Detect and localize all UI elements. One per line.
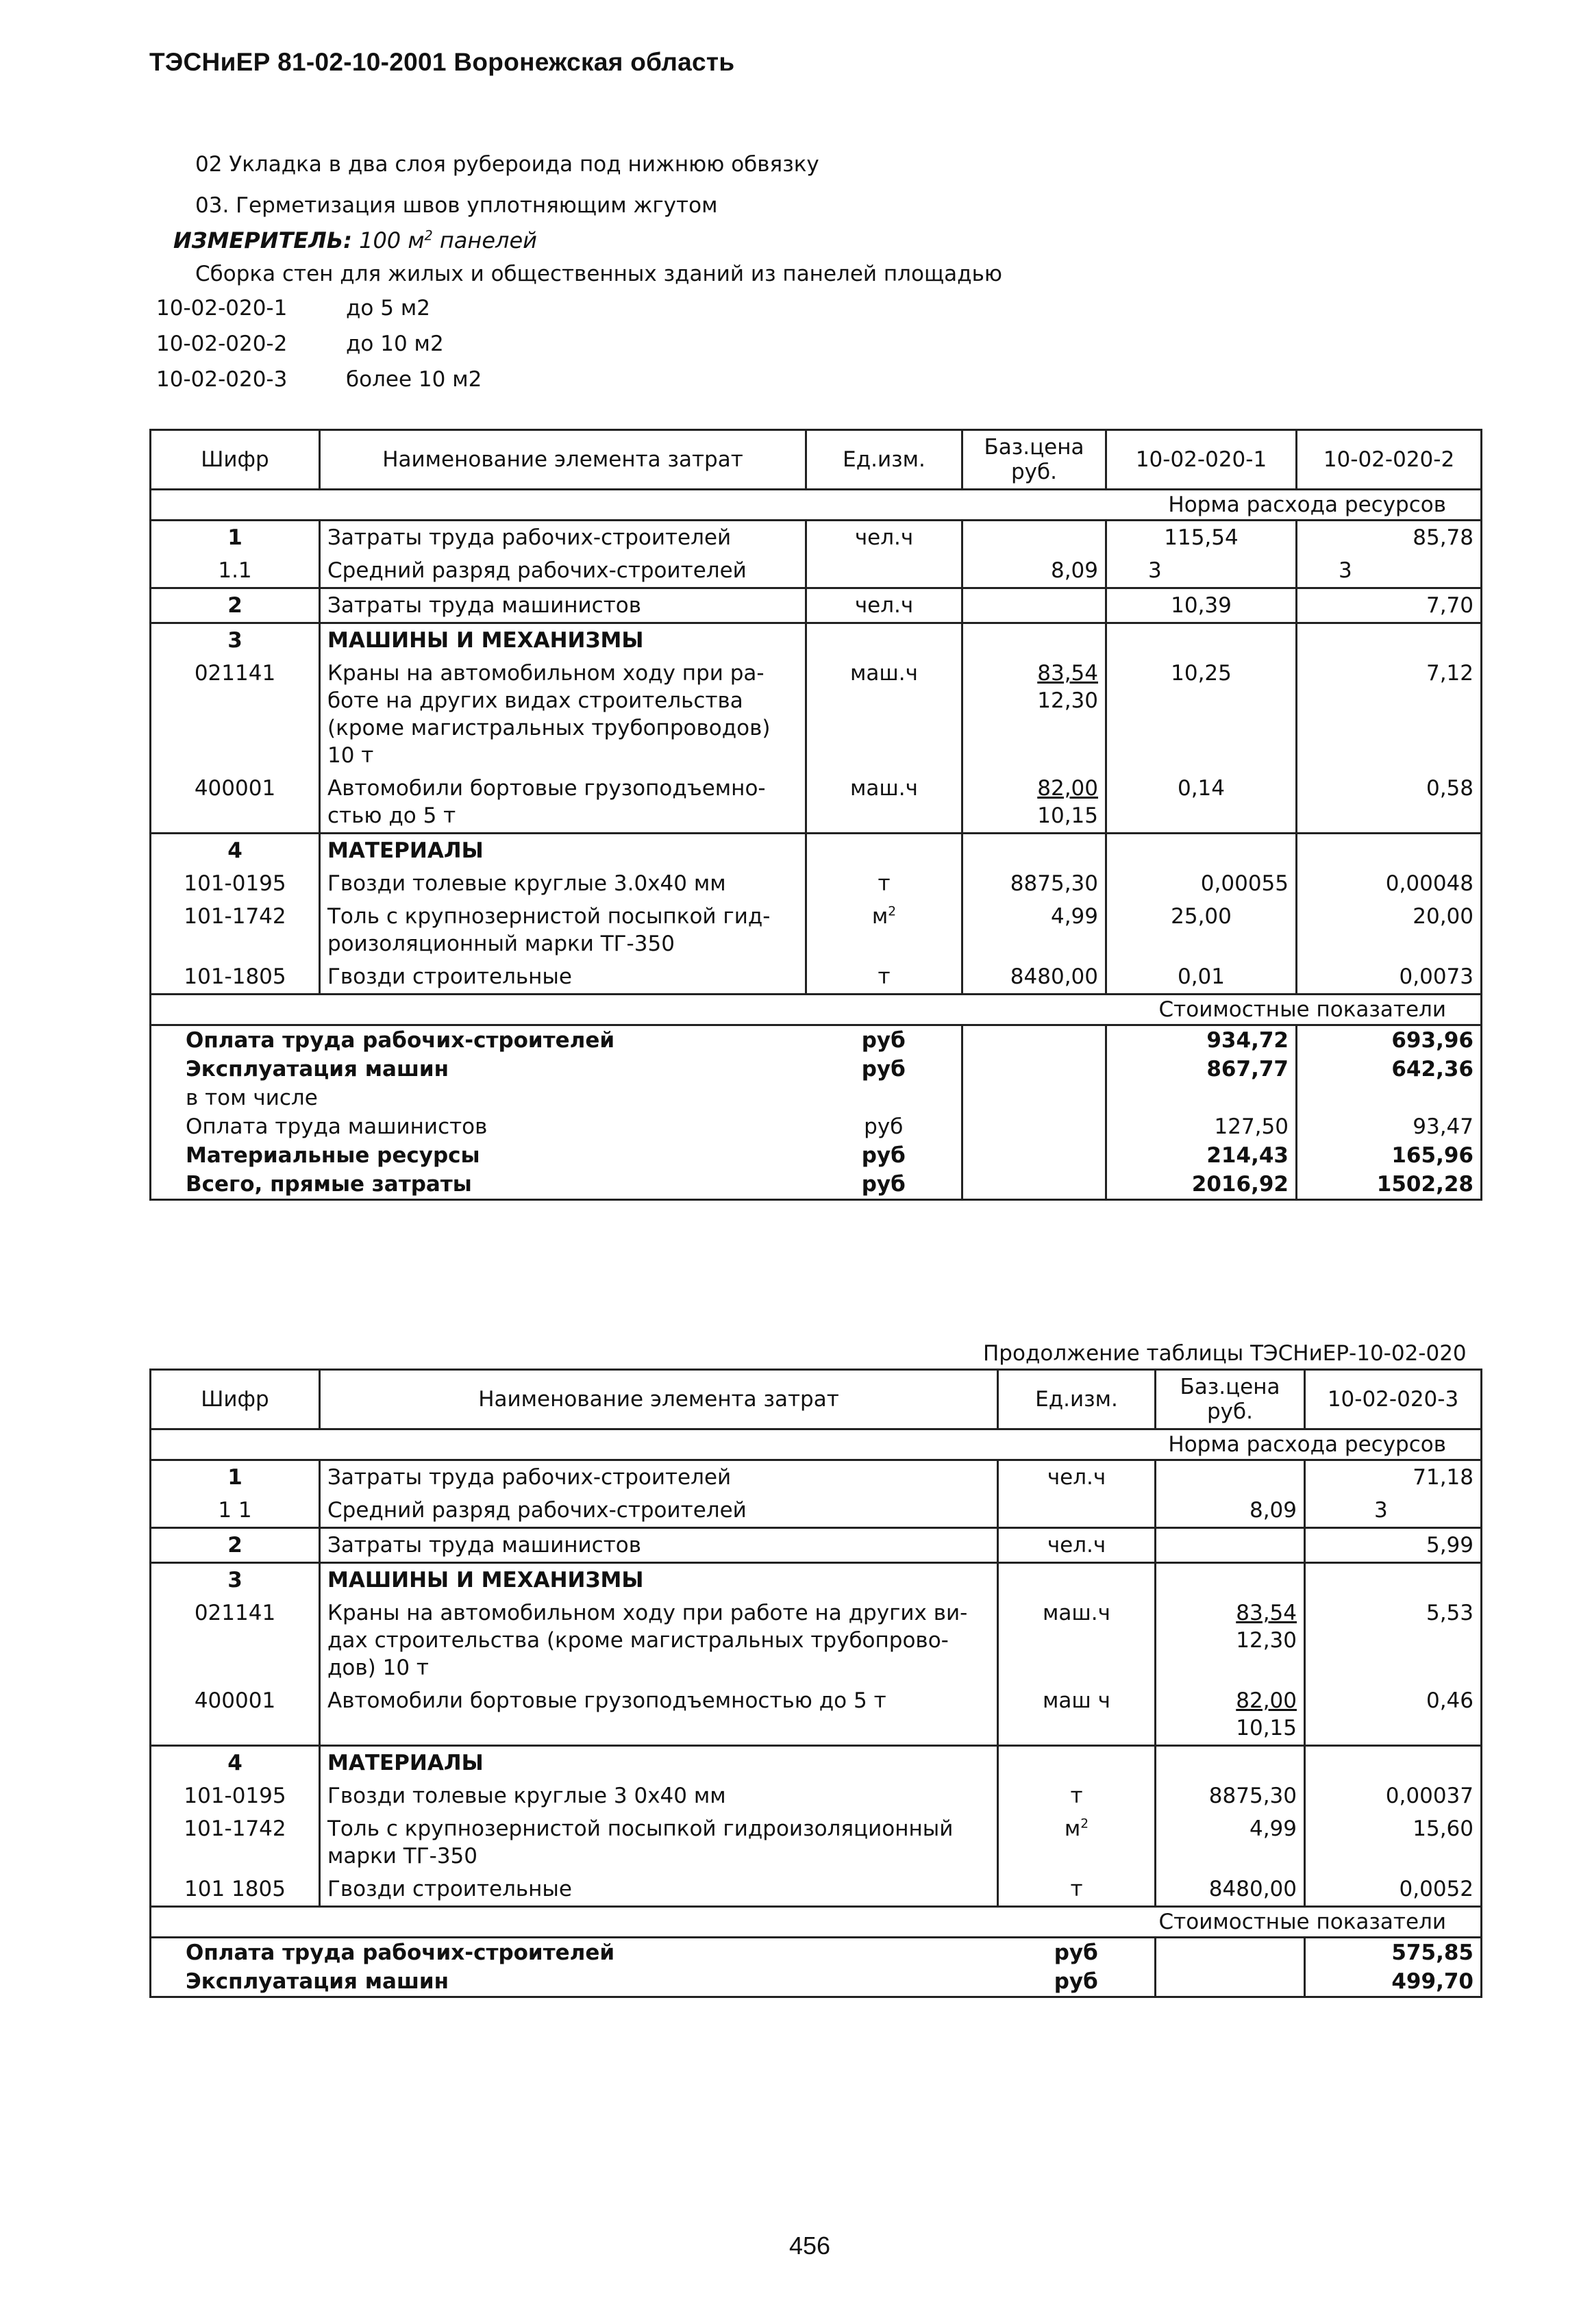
row-code: 3	[151, 1563, 320, 1597]
row-value-1: 15,60	[1305, 1812, 1482, 1873]
row-code: 1 1	[151, 1494, 320, 1528]
section-cost-label: Стоимостные показатели	[151, 995, 1482, 1025]
row-code: 021141	[151, 1597, 320, 1684]
row-value-1: 0,14	[1106, 772, 1297, 834]
cost-value-1: 499,70	[1305, 1967, 1482, 1997]
cost-unit: руб	[806, 1141, 962, 1170]
table-row	[151, 1563, 1482, 1597]
unit-sup: 2	[888, 904, 897, 919]
header-unit: Ед.изм.	[806, 430, 962, 490]
table-row	[151, 521, 1482, 555]
row-value-1: 3	[1305, 1494, 1482, 1528]
section-row	[151, 490, 1482, 521]
table-row	[151, 1460, 1482, 1495]
row-code: 1	[151, 521, 320, 555]
unit-text: м	[871, 904, 888, 929]
row-value-1: 0,0052	[1305, 1873, 1482, 1907]
cost-row	[151, 1170, 1482, 1200]
row-unit	[806, 554, 962, 588]
row-price	[1156, 1528, 1305, 1563]
row-value-2: 0,0073	[1297, 960, 1482, 995]
header-price: Баз.цена руб.	[1156, 1370, 1305, 1429]
measurer-value: 100 м	[359, 227, 425, 253]
row-code: 400001	[151, 772, 320, 834]
measurer-tail: панелей	[432, 227, 537, 253]
cost-value-1: 575,85	[1305, 1938, 1482, 1968]
row-price: 8480,00	[962, 960, 1106, 995]
resource-table-1	[149, 429, 1482, 1201]
cost-unit: руб	[998, 1938, 1156, 1968]
table-row	[151, 867, 1482, 900]
row-code: 101-1742	[151, 1812, 320, 1873]
row-name: Затраты труда машинистов	[320, 1528, 998, 1563]
cost-row	[151, 1084, 1482, 1112]
cost-value-1: 934,72	[1106, 1025, 1297, 1055]
cost-unit: руб	[806, 1170, 962, 1200]
row-value-1: 5,53	[1305, 1597, 1482, 1684]
row-value-2: 20,00	[1297, 900, 1482, 960]
price-top: 83,54	[1236, 1601, 1297, 1625]
table-row	[151, 1873, 1482, 1907]
table-row	[151, 834, 1482, 868]
cost-label: Оплата труда машинистов	[151, 1112, 806, 1141]
row-code: 400001	[151, 1684, 320, 1746]
header-code: Шифр	[151, 1370, 320, 1429]
row-name: Гвозди строительные	[320, 960, 806, 995]
item-code: 10-02-020-2	[156, 332, 288, 356]
cost-row	[151, 1055, 1482, 1084]
cost-unit: руб	[806, 1112, 962, 1141]
section-row	[151, 995, 1482, 1025]
row-code: 101-1742	[151, 900, 320, 960]
price-bottom: 10,15	[1037, 803, 1098, 828]
table-row	[151, 1684, 1482, 1746]
row-code: 1	[151, 1460, 320, 1495]
row-name: Автомобили бортовые грузоподъемностью до 5 т	[320, 1684, 998, 1746]
row-group-title: МАШИНЫ И МЕХАНИЗМЫ	[320, 1563, 998, 1597]
cost-value-2: 1502,28	[1297, 1170, 1482, 1200]
item-desc: до 10 м2	[346, 332, 444, 356]
header-name: Наименование элемента затрат	[320, 430, 806, 490]
row-unit: чел.ч	[806, 588, 962, 623]
row-value-2: 85,78	[1297, 521, 1482, 555]
row-value-1: 0,00037	[1305, 1779, 1482, 1812]
section-row	[151, 1429, 1482, 1460]
cost-unit: руб	[806, 1025, 962, 1055]
cost-value-2: 93,47	[1297, 1112, 1482, 1141]
header-col1: 10-02-020-3	[1305, 1370, 1482, 1429]
header-code: Шифр	[151, 430, 320, 490]
row-price: 8480,00	[1156, 1873, 1305, 1907]
row-unit	[998, 1494, 1156, 1528]
row-unit: чел.ч	[806, 521, 962, 555]
row-code: 3	[151, 623, 320, 658]
row-code: 4	[151, 834, 320, 868]
cost-label: Оплата труда рабочих-строителей	[151, 1025, 806, 1055]
cost-label: Эксплуатация машин	[151, 1967, 998, 1997]
price-bottom: 10,15	[1236, 1716, 1297, 1740]
cost-value-1: 2016,92	[1106, 1170, 1297, 1200]
table-row	[151, 554, 1482, 588]
price-top: 83,54	[1037, 661, 1098, 686]
cost-label: Эксплуатация машин	[151, 1055, 806, 1084]
section-title: Сборка стен для жилых и общественных зданий из панелей площадью	[195, 262, 1002, 286]
cost-row	[151, 1025, 1482, 1055]
cost-row	[151, 1938, 1482, 1968]
section-cost-label: Стоимостные показатели	[151, 1907, 1482, 1938]
table-row	[151, 657, 1482, 772]
row-value-1: 10,25	[1106, 657, 1297, 772]
table-row	[151, 623, 1482, 658]
item-code: 10-02-020-1	[156, 296, 288, 321]
row-unit: т	[998, 1779, 1156, 1812]
row-name: Толь с крупнозернистой посыпкой гидроизоляционный марки ТГ-350	[320, 1812, 998, 1873]
row-price: 8875,30	[962, 867, 1106, 900]
row-name: Средний разряд рабочих-строителей	[320, 554, 806, 588]
row-name: Краны на автомобильном ходу при ра-боте на других видах строительства (кроме магистральных трубопроводов) 10 т	[320, 657, 806, 772]
row-code: 2	[151, 1528, 320, 1563]
cost-row	[151, 1112, 1482, 1141]
cost-unit: руб	[998, 1967, 1156, 1997]
cost-label: Оплата труда рабочих-строителей	[151, 1938, 998, 1968]
row-price	[1156, 1597, 1305, 1684]
measurer-line	[173, 227, 537, 253]
row-code: 101-0195	[151, 867, 320, 900]
row-unit: маш ч	[998, 1684, 1156, 1746]
measurer-sup: 2	[424, 227, 433, 244]
price-top: 82,00	[1037, 776, 1098, 801]
row-price	[962, 772, 1106, 834]
row-code: 1.1	[151, 554, 320, 588]
row-name: Гвозди толевые круглые 3 0х40 мм	[320, 1779, 998, 1812]
row-unit: т	[806, 867, 962, 900]
document-header: ТЭСНиЕР 81-02-10-2001 Воронежская область	[149, 48, 735, 76]
row-value-2: 7,12	[1297, 657, 1482, 772]
continuation-caption: Продолжение таблицы ТЭСНиЕР-10-02-020	[983, 1341, 1467, 1366]
row-unit: маш.ч	[998, 1597, 1156, 1684]
row-value-1: 115,54	[1106, 521, 1297, 555]
row-unit: чел.ч	[998, 1528, 1156, 1563]
table-row	[151, 1746, 1482, 1780]
row-code: 101-1805	[151, 960, 320, 995]
row-value-2: 3	[1297, 554, 1482, 588]
row-value-1: 0,00055	[1106, 867, 1297, 900]
table-row	[151, 1597, 1482, 1684]
row-price	[1156, 1684, 1305, 1746]
row-value-1: 5,99	[1305, 1528, 1482, 1563]
row-name: Затраты труда машинистов	[320, 588, 806, 623]
row-unit	[806, 900, 962, 960]
cost-value-2: 693,96	[1297, 1025, 1482, 1055]
price-top: 82,00	[1236, 1688, 1297, 1713]
table-row	[151, 960, 1482, 995]
row-price: 8,09	[1156, 1494, 1305, 1528]
row-value-1: 25,00	[1106, 900, 1297, 960]
row-code: 4	[151, 1746, 320, 1780]
table-row	[151, 1779, 1482, 1812]
row-code: 021141	[151, 657, 320, 772]
table-row	[151, 1812, 1482, 1873]
row-name: Автомобили бортовые грузоподъемно-стью до 5 т	[320, 772, 806, 834]
row-price: 4,99	[962, 900, 1106, 960]
table-row	[151, 900, 1482, 960]
header-name: Наименование элемента затрат	[320, 1370, 998, 1429]
cost-value-2: 165,96	[1297, 1141, 1482, 1170]
row-value-1: 71,18	[1305, 1460, 1482, 1495]
header-price: Баз.цена руб.	[962, 430, 1106, 490]
row-value-2: 0,58	[1297, 772, 1482, 834]
cost-row	[151, 1141, 1482, 1170]
row-value-2: 7,70	[1297, 588, 1482, 623]
row-code: 101-0195	[151, 1779, 320, 1812]
section-row	[151, 1907, 1482, 1938]
row-name: Затраты труда рабочих-строителей	[320, 521, 806, 555]
row-name: Гвозди толевые круглые 3.0х40 мм	[320, 867, 806, 900]
row-unit: т	[998, 1873, 1156, 1907]
table-row	[151, 588, 1482, 623]
row-price	[962, 657, 1106, 772]
row-name: Толь с крупнозернистой посыпкой гид-роизоляционный марки ТГ-350	[320, 900, 806, 960]
row-value-1: 0,01	[1106, 960, 1297, 995]
cost-label: Всего, прямые затраты	[151, 1170, 806, 1200]
table-header-row	[151, 430, 1482, 490]
row-unit: т	[806, 960, 962, 995]
row-unit	[998, 1812, 1156, 1873]
row-value-1: 0,46	[1305, 1684, 1482, 1746]
row-unit: маш.ч	[806, 657, 962, 772]
price-bottom: 12,30	[1037, 688, 1098, 713]
cost-value-1: 127,50	[1106, 1112, 1297, 1141]
measurer-label: ИЗМЕРИТЕЛЬ:	[173, 227, 352, 253]
item-code: 10-02-020-3	[156, 367, 288, 392]
cost-label: в том числе	[151, 1084, 806, 1112]
row-group-title: МАТЕРИАЛЫ	[320, 1746, 998, 1780]
row-group-title: МАШИНЫ И МЕХАНИЗМЫ	[320, 623, 806, 658]
table-row	[151, 1528, 1482, 1563]
cost-row	[151, 1967, 1482, 1997]
row-name: Средний разряд рабочих-строителей	[320, 1494, 998, 1528]
cost-value-1: 214,43	[1106, 1141, 1297, 1170]
resource-table-2	[149, 1369, 1482, 1998]
unit-text: м	[1064, 1816, 1081, 1841]
header-unit: Ед.изм.	[998, 1370, 1156, 1429]
cost-label: Материальные ресурсы	[151, 1141, 806, 1170]
work-step-line: 02 Укладка в два слоя рубероида под нижнюю обвязку	[195, 152, 819, 177]
table-row	[151, 772, 1482, 834]
row-price	[962, 588, 1106, 623]
row-name: Гвозди строительные	[320, 1873, 998, 1907]
section-norm-label: Норма расхода ресурсов	[151, 1429, 1482, 1460]
row-price	[1156, 1460, 1305, 1495]
table-row	[151, 1494, 1482, 1528]
row-price	[962, 521, 1106, 555]
table-header-row	[151, 1370, 1482, 1429]
row-unit: маш.ч	[806, 772, 962, 834]
cost-unit: руб	[806, 1055, 962, 1084]
item-desc: до 5 м2	[346, 296, 430, 321]
section-norm-label: Норма расхода ресурсов	[151, 490, 1482, 521]
row-code: 2	[151, 588, 320, 623]
work-step-line: 03. Герметизация швов уплотняющим жгутом	[195, 193, 718, 218]
price-bottom: 12,30	[1236, 1628, 1297, 1653]
item-desc: более 10 м2	[346, 367, 482, 392]
cost-value-1: 867,77	[1106, 1055, 1297, 1084]
cost-value-2: 642,36	[1297, 1055, 1482, 1084]
page-number: 456	[789, 2232, 831, 2260]
row-value-1: 3	[1106, 554, 1297, 588]
row-value-1: 10,39	[1106, 588, 1297, 623]
row-price: 8875,30	[1156, 1779, 1305, 1812]
header-col2: 10-02-020-2	[1297, 430, 1482, 490]
row-name: Затраты труда рабочих-строителей	[320, 1460, 998, 1495]
row-code: 101 1805	[151, 1873, 320, 1907]
row-price: 4,99	[1156, 1812, 1305, 1873]
row-group-title: МАТЕРИАЛЫ	[320, 834, 806, 868]
row-unit: чел.ч	[998, 1460, 1156, 1495]
row-name: Краны на автомобильном ходу при работе на других ви-дах строительства (кроме магистральных трубопрово-дов) 10 т	[320, 1597, 998, 1684]
unit-sup: 2	[1080, 1816, 1089, 1832]
header-col1: 10-02-020-1	[1106, 430, 1297, 490]
row-value-2: 0,00048	[1297, 867, 1482, 900]
row-price: 8,09	[962, 554, 1106, 588]
